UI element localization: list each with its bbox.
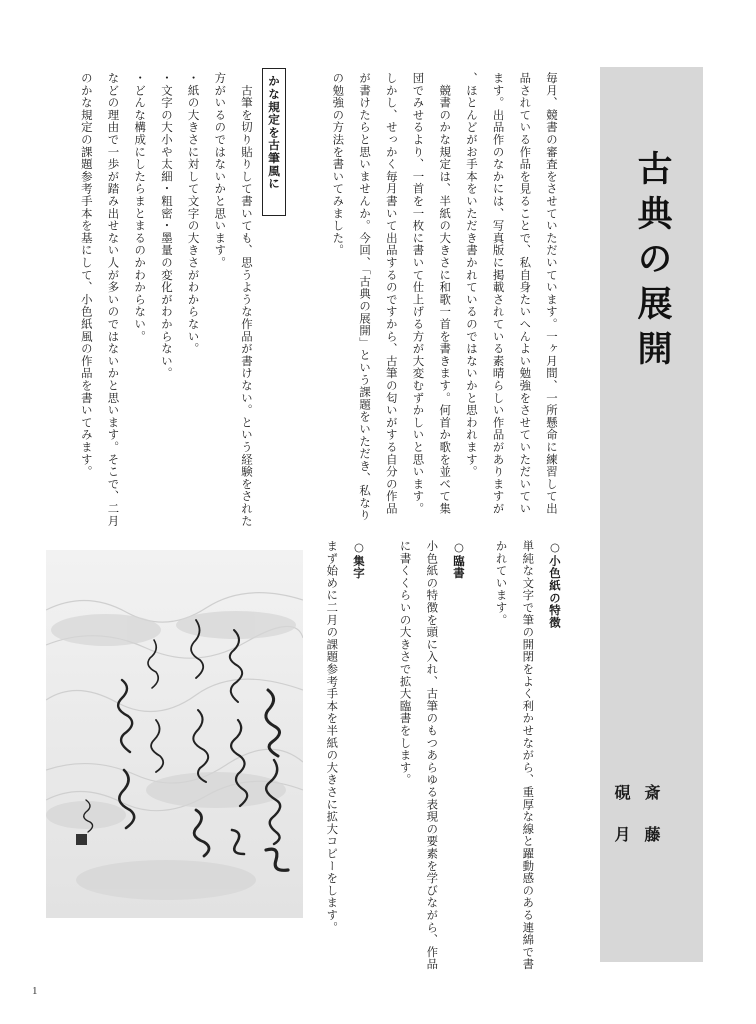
section-rinsho: [389, 540, 472, 980]
section-shuji: [314, 540, 372, 980]
section-text-rinsho: 小色紙の特徴を頭に入れ、古筆のもつあらゆる表現の要素を学びながら、作品に書くくらいの大きさで拡大臨書をします。: [398, 540, 440, 971]
section-heading-kana-rule: かな規定を古筆風に: [267, 75, 281, 191]
section-heading-rinsho: ○臨書: [452, 540, 466, 580]
page-number: 1: [32, 985, 38, 997]
section-text-shuji: まず始めに二月の課題参考手本を半紙の大きさに拡大コピーをします。: [325, 540, 340, 934]
section-heading-shikishi: ○小色紙の特徴: [548, 540, 562, 629]
calligraphy-sample-image: [46, 550, 303, 918]
artist-seal: [76, 834, 87, 845]
section-heading-shuji: ○集字: [352, 540, 366, 580]
calligraphy-artwork: [46, 550, 303, 918]
section-kana-rule-text: 古筆を切り貼りして書いても、思うような作品が書けない。という経験をされた方がいるのではないかと思います。 ・紙の大きさに対して文字の大きさがわからない。 ・文字の大小や太細・粗密・墨量の変化がわからない。 ・どんな構成にしたらまとまるのかわからない。 などの理由で一歩が踏み出せない人が多いのではないかと思います。そこで、二月のかな規定の課題参考手本を基にして、小色紙風の作品を書いてみます。: [79, 72, 254, 528]
intro-paragraph: 毎月、競書の審査をさせていただいています。一ヶ月間、一所懸命に練習して出品されている作品を見ることで、私自身たいへんよい勉強をさせていただいています。出品作のなかには、写真版に掲載されている素晴らしい作品がありますが、ほとんどがお手本をいただき書かれているのではないかと思われます。 競書のかな規定は、半紙の大きさに和歌一首を書きます。何首か歌を並べて集団でみせるより、一首を一枚に書いて仕上げる方が大変むずかしいと思います。しかし、せっかく毎月書いて出品するのですから、古筆の匂いがする自分の作品が書けたらと思いませんか。今回、「古典の展開」という課題をいただき、私なりの勉強の方法を書いてみました。: [331, 72, 559, 522]
author-name: 斎藤 硯月: [612, 784, 661, 910]
page-title: 古典の展開: [632, 150, 673, 375]
section-text-shikishi: 単純な文字で筆の開閉をよく利かせながら、重厚な線と躍動感のある連綿で書かれています。: [494, 540, 536, 971]
section-shikishi-features: [485, 540, 568, 980]
